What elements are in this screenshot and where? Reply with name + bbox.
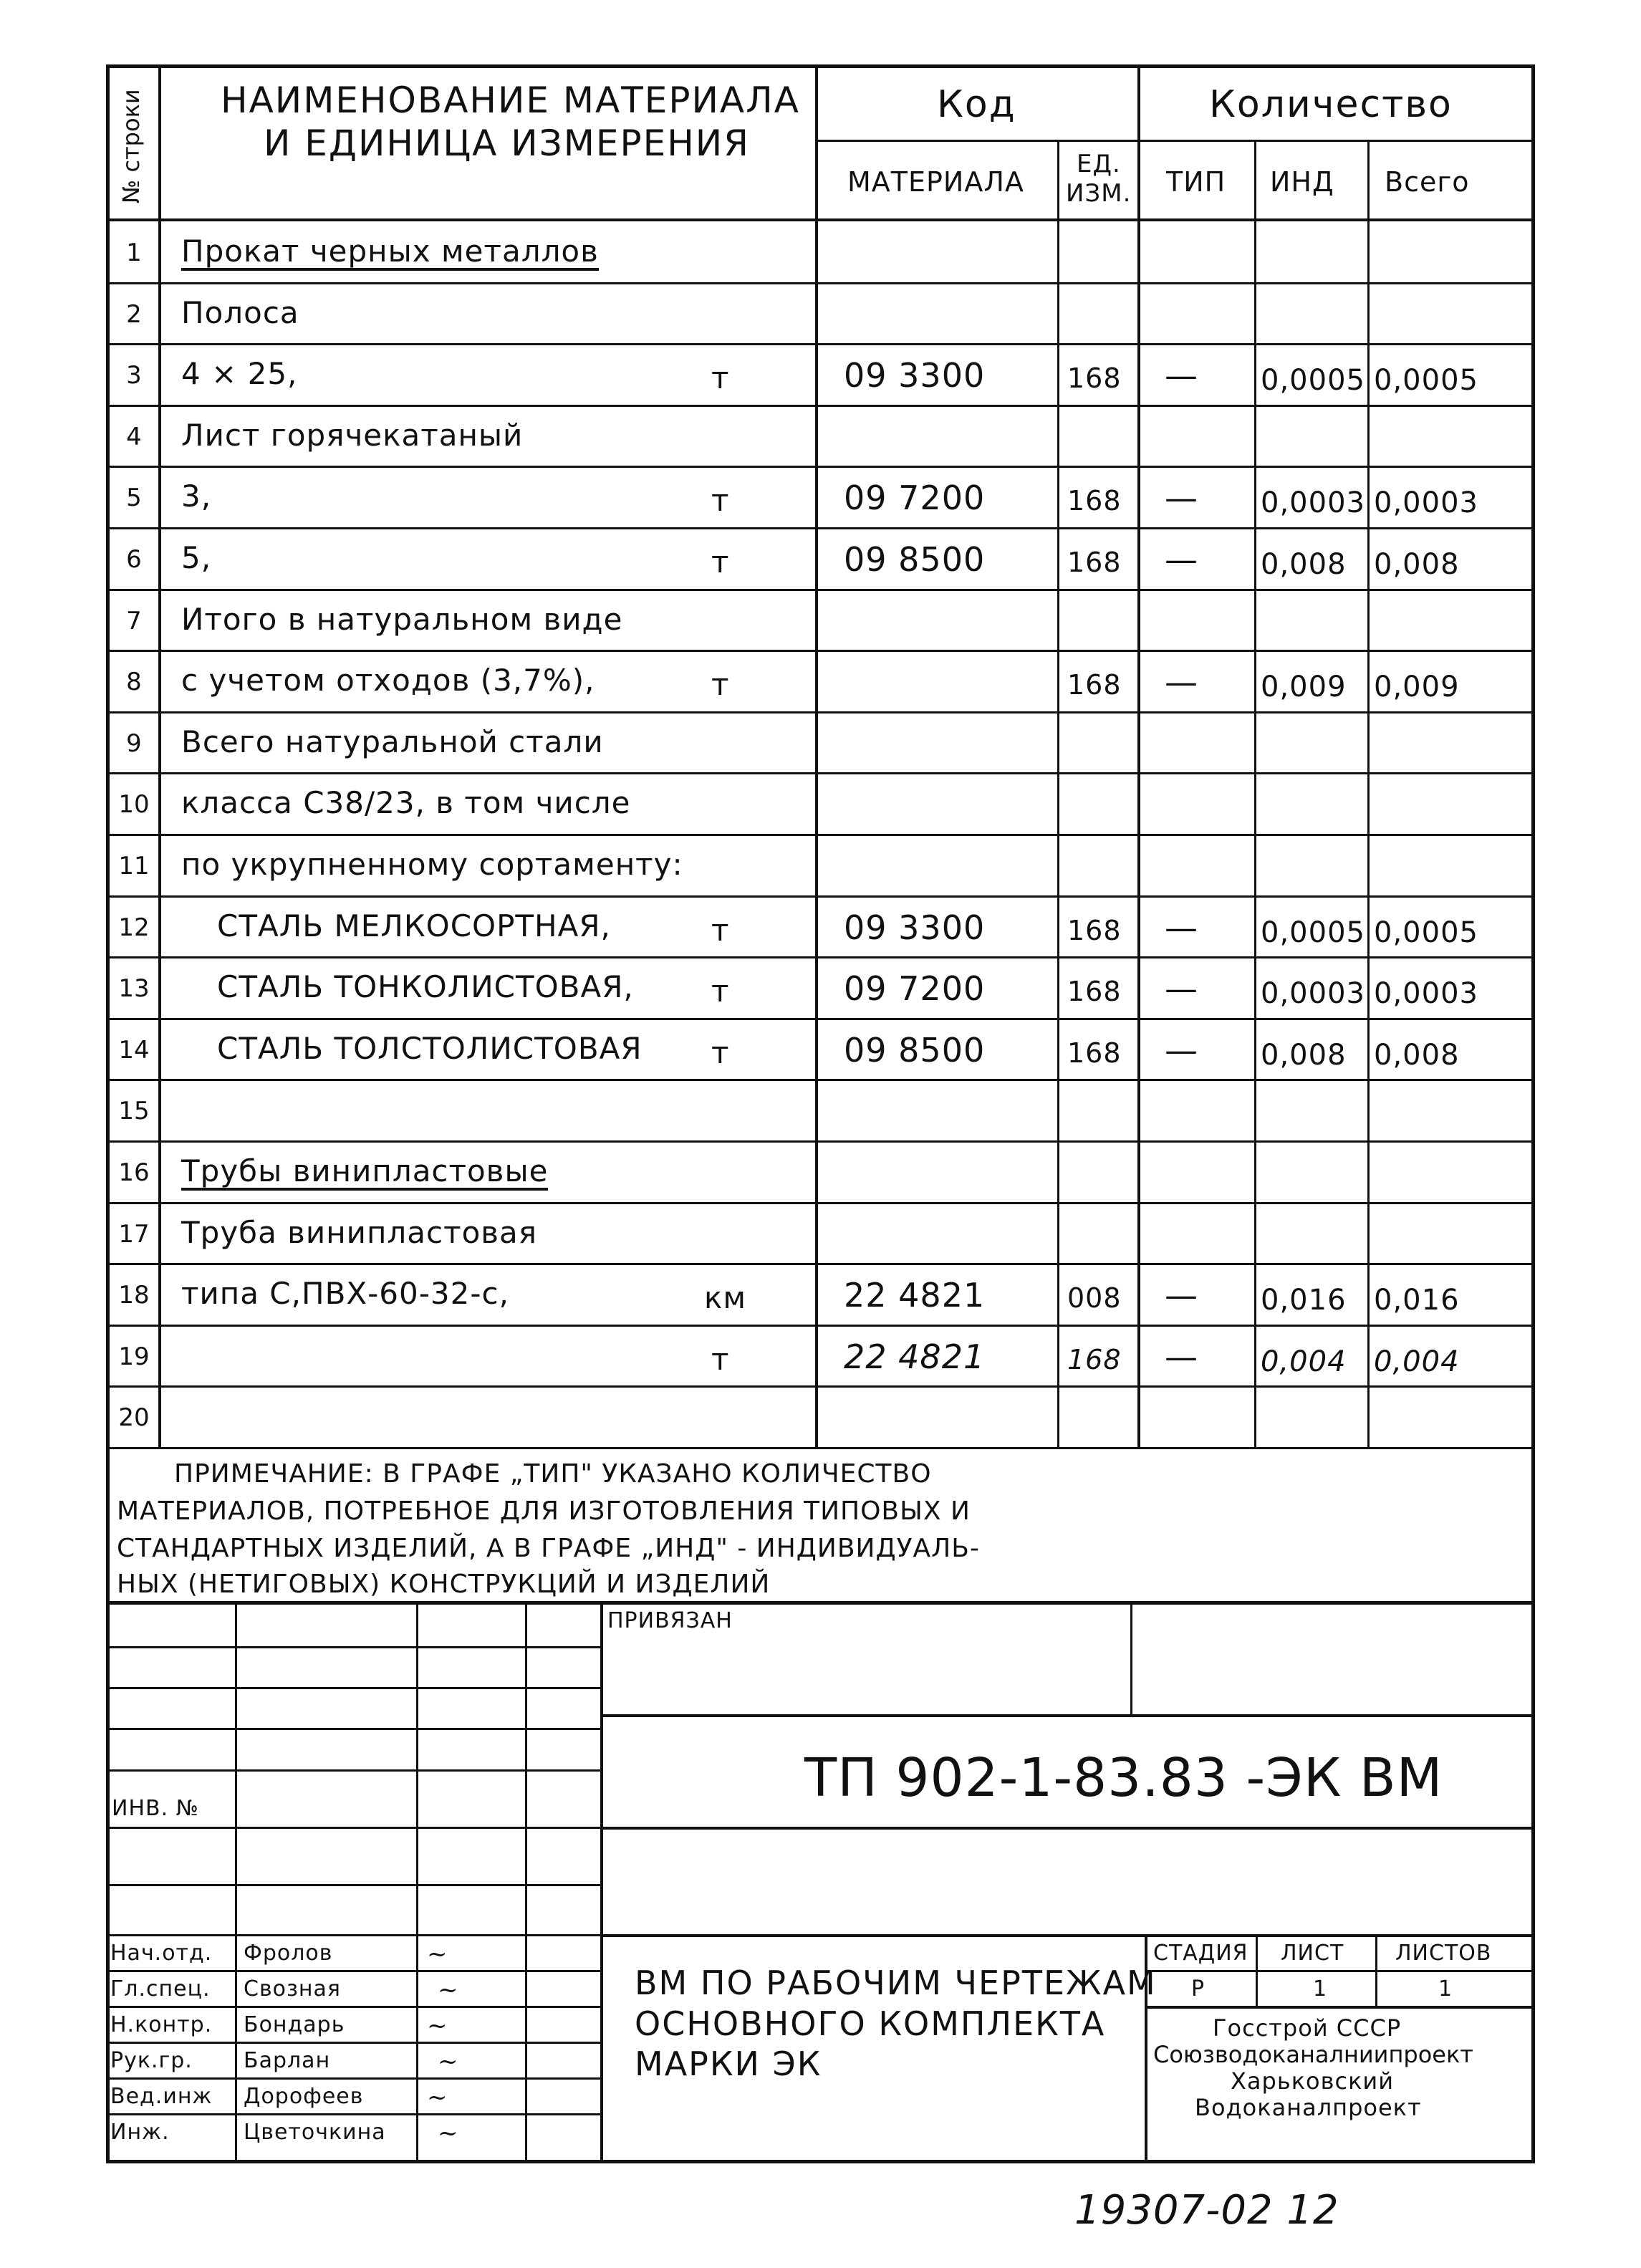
ind-value: 0,016	[1261, 1284, 1347, 1317]
row-no-header: № строки	[117, 89, 145, 203]
org-line-2: Союзводоканалниипроект	[1153, 2041, 1473, 2068]
stamp-row-line	[106, 1827, 602, 1829]
code-header: Код	[937, 83, 1016, 126]
signature-role: Н.контр.	[110, 2012, 213, 2037]
blank-bottom	[600, 1934, 1535, 1937]
org-line-3: Харьковский	[1231, 2067, 1394, 2095]
sheet-label: ЛИСТ	[1281, 1941, 1344, 1966]
unit-code: 168	[1067, 1344, 1122, 1375]
stamp-row-line	[106, 2006, 602, 2008]
note-line-1: ПРИМЕЧАНИЕ: В ГРАФЕ „ТИП" УКАЗАНО КОЛИЧЕСТВО	[174, 1459, 932, 1489]
row-line	[106, 956, 1535, 958]
ind-value: 0,004	[1261, 1345, 1347, 1378]
sheets-label: ЛИСТОВ	[1395, 1941, 1492, 1966]
type-value: —	[1165, 663, 1198, 701]
material-name: Всего натуральной стали	[181, 724, 604, 759]
stamp-row-line	[106, 1970, 602, 1972]
col-line-unitcode	[1057, 140, 1059, 1447]
material-code: 22 4821	[844, 1276, 986, 1315]
material-name: 4 × 25,	[181, 356, 298, 391]
row-number: 10	[118, 790, 150, 819]
org-line-4: Водоканалпроект	[1195, 2094, 1422, 2121]
document-code: ТП 902-1-83.83 -ЭК ВМ	[804, 1747, 1443, 1809]
name-header-line2: И ЕДИНИЦА ИЗМЕРЕНИЯ	[264, 122, 750, 164]
unit-code: 008	[1067, 1282, 1122, 1314]
signature-name: Дорофеев	[244, 2084, 364, 2109]
total-value: 0,016	[1374, 1284, 1460, 1317]
signature-mark: ~	[427, 2012, 448, 2040]
col-line-ind	[1254, 140, 1256, 1447]
col-line-total	[1367, 140, 1370, 1447]
row-line	[106, 589, 1535, 591]
note-line-2: МАТЕРИАЛОВ, ПОТРЕБНОЕ ДЛЯ ИЗГОТОВЛЕНИЯ ТИПОВЫХ И	[117, 1496, 971, 1526]
stamp-row-line	[106, 1646, 602, 1648]
signature-role: Инж.	[110, 2120, 170, 2145]
stamp-row-line	[106, 1769, 602, 1772]
type-value: —	[1165, 969, 1198, 1008]
inv-no-label: ИНВ. №	[112, 1796, 199, 1821]
type-col-header: ТИП	[1166, 166, 1226, 198]
type-value: —	[1165, 540, 1198, 579]
stamp-row-line	[106, 1934, 602, 1936]
row-line	[106, 527, 1535, 529]
header-sub-line	[815, 140, 1535, 142]
row-number: 1	[126, 239, 142, 267]
row-line	[106, 1140, 1535, 1143]
signature-mark: ~	[438, 2047, 458, 2076]
ind-value: 0,0005	[1261, 364, 1365, 397]
total-col-header: Всего	[1385, 166, 1470, 198]
type-value: —	[1165, 1337, 1198, 1376]
stamp-row-line	[106, 2042, 602, 2044]
unit-code: 168	[1067, 485, 1122, 516]
signature-mark: ~	[427, 1940, 448, 1969]
material-name: СТАЛЬ ТОНКОЛИСТОВАЯ,	[217, 969, 634, 1004]
unit-col-header-1: ЕД.	[1077, 150, 1121, 178]
signature-role: Вед.инж	[110, 2084, 213, 2109]
unit-of-measure: т	[711, 544, 730, 580]
note-line-3: СТАНДАРТНЫХ ИЗДЕЛИЙ, А В ГРАФЕ „ИНД" - ИНДИВИДУАЛЬ-	[117, 1534, 980, 1563]
signature-role: Нач.отд.	[110, 1941, 213, 1966]
ind-col-header: ИНД	[1270, 166, 1334, 198]
unit-of-measure: км	[704, 1280, 747, 1315]
row-line	[106, 343, 1535, 345]
material-name: Итого в натуральном виде	[181, 602, 623, 637]
row-line	[106, 405, 1535, 407]
col-line-type	[1137, 64, 1140, 1447]
row-line	[106, 1079, 1535, 1081]
stage-header-bottom	[1145, 1970, 1535, 1972]
title-line-2: ОСНОВНОГО КОМПЛЕКТА	[635, 2004, 1106, 2043]
signature-mark: ~	[438, 2119, 458, 2148]
row-line	[106, 1325, 1535, 1327]
unit-of-measure: т	[711, 1035, 730, 1070]
material-name: 5,	[181, 540, 212, 575]
row-number: 4	[126, 423, 142, 451]
material-col-header: МАТЕРИАЛА	[847, 166, 1024, 198]
row-number: 8	[126, 668, 142, 696]
material-code: 09 8500	[844, 1031, 986, 1070]
row-line	[106, 466, 1535, 468]
sheet-value: 1	[1313, 1976, 1328, 2002]
row-number: 15	[118, 1097, 150, 1125]
unit-code: 168	[1067, 669, 1122, 701]
material-name: с учетом отходов (3,7%),	[181, 663, 595, 698]
stage-value: Р	[1191, 1976, 1206, 2002]
row-number: 19	[118, 1342, 150, 1371]
total-value: 0,0003	[1374, 486, 1478, 519]
footer-number: 19307-02 12	[1074, 2187, 1339, 2234]
row-number: 13	[118, 974, 150, 1003]
privyazan-label: ПРИВЯЗАН	[607, 1608, 733, 1633]
material-name: СТАЛЬ МЕЛКОСОРТНАЯ,	[217, 908, 611, 943]
material-name: типа С,ПВХ-60-32-с,	[181, 1276, 509, 1311]
unit-of-measure: т	[711, 667, 730, 702]
unit-code: 168	[1067, 976, 1122, 1007]
ind-value: 0,0005	[1261, 916, 1365, 949]
document-sheet	[106, 64, 1539, 2163]
note-line-4: НЫХ (НЕТИГОВЫХ) КОНСТРУКЦИЙ И ИЗДЕЛИЙ	[117, 1570, 771, 1599]
row-line	[106, 1385, 1535, 1388]
type-value: —	[1165, 479, 1198, 517]
material-code: 09 3300	[844, 356, 986, 395]
row-line	[106, 282, 1535, 284]
name-header-line1: НАИМЕНОВАНИЕ МАТЕРИАЛА	[221, 80, 800, 121]
unit-of-measure: т	[711, 913, 730, 948]
row-line	[106, 1263, 1535, 1265]
row-number: 20	[118, 1403, 150, 1432]
stamp-row-line	[106, 1728, 602, 1730]
total-value: 0,0003	[1374, 977, 1478, 1010]
row-line	[106, 1018, 1535, 1020]
material-name: Труба винипластовая	[181, 1215, 538, 1250]
ind-value: 0,0003	[1261, 977, 1365, 1010]
quantity-header: Количество	[1209, 83, 1453, 126]
signature-role: Гл.спец.	[110, 1976, 211, 2002]
total-value: 0,004	[1374, 1345, 1460, 1378]
material-name: 3,	[181, 479, 212, 514]
ind-value: 0,0003	[1261, 486, 1365, 519]
privyazan-bottom	[600, 1714, 1535, 1717]
signature-name: Свозная	[244, 1976, 341, 2002]
row-number: 7	[126, 607, 142, 635]
code-bottom	[600, 1827, 1535, 1830]
row-line	[106, 711, 1535, 713]
row-line	[106, 650, 1535, 652]
signature-name: Бондарь	[244, 2012, 345, 2037]
type-value: —	[1165, 1276, 1198, 1315]
signature-name: Цветочкина	[244, 2120, 386, 2145]
material-name: Прокат черных металлов	[181, 236, 599, 271]
unit-of-measure: т	[711, 360, 730, 395]
row-number: 9	[126, 729, 142, 758]
row-number: 18	[118, 1281, 150, 1310]
unit-of-measure: т	[711, 483, 730, 518]
row-number: 16	[118, 1158, 150, 1187]
ind-value: 0,009	[1261, 671, 1347, 703]
title-line-1: ВМ ПО РАБОЧИМ ЧЕРТЕЖАМ	[635, 1964, 1157, 2002]
col-line-code	[815, 64, 818, 1447]
stamp-row-line	[106, 2113, 602, 2115]
row-number: 11	[118, 852, 150, 880]
signature-role: Рук.гр.	[110, 2048, 193, 2073]
header-bottom-line	[106, 218, 1535, 221]
stage-values-bottom	[1145, 2006, 1535, 2009]
row-number: 5	[126, 484, 142, 512]
ind-value: 0,008	[1261, 548, 1347, 581]
material-code: 09 7200	[844, 479, 986, 517]
row-number: 14	[118, 1036, 150, 1065]
row-line	[106, 895, 1535, 898]
row-number: 3	[126, 361, 142, 390]
stamp-row-line	[106, 1884, 602, 1886]
signature-mark: ~	[427, 2083, 448, 2112]
total-value: 0,008	[1374, 1039, 1460, 1072]
org-line-1: Госстрой СССР	[1213, 2014, 1402, 2042]
row-line	[106, 772, 1535, 774]
unit-code: 168	[1067, 362, 1122, 394]
row-number: 12	[118, 913, 150, 942]
material-code: 09 3300	[844, 908, 986, 947]
total-value: 0,008	[1374, 548, 1460, 581]
material-name: Лист горячекатаный	[181, 418, 524, 453]
total-value: 0,0005	[1374, 364, 1478, 397]
row-line	[106, 1447, 1535, 1449]
stamp-row-line	[106, 2077, 602, 2080]
row-number: 17	[118, 1220, 150, 1249]
signature-name: Барлан	[244, 2048, 331, 2073]
unit-code: 168	[1067, 915, 1122, 946]
material-name: по укрупненному сортаменту:	[181, 847, 683, 882]
frame-bottom	[106, 2160, 1535, 2163]
title-line-3: МАРКИ ЭК	[635, 2044, 822, 2083]
unit-code: 168	[1067, 547, 1122, 578]
type-value: —	[1165, 908, 1198, 947]
privyazan-divider	[1130, 1601, 1132, 1716]
type-value: —	[1165, 356, 1198, 395]
stage-label: СТАДИЯ	[1153, 1941, 1248, 1966]
total-value: 0,0005	[1374, 916, 1478, 949]
signature-name: Фролов	[244, 1941, 333, 1966]
material-code: 22 4821	[844, 1337, 986, 1376]
sheets-value: 1	[1438, 1976, 1453, 2002]
ind-value: 0,008	[1261, 1039, 1347, 1072]
row-line	[106, 834, 1535, 836]
material-name: Полоса	[181, 295, 299, 330]
material-name: СТАЛЬ ТОЛСТОЛИСТОВАЯ	[217, 1031, 643, 1066]
signature-mark: ~	[438, 1976, 458, 2004]
stage-div-2	[1375, 1934, 1377, 2006]
frame-top	[106, 64, 1535, 68]
frame-right	[1531, 64, 1535, 2163]
material-code: 09 7200	[844, 969, 986, 1008]
type-value: —	[1165, 1031, 1198, 1070]
unit-of-measure: т	[711, 974, 730, 1009]
row-number: 2	[126, 300, 142, 329]
stage-div-1	[1256, 1934, 1258, 2006]
material-name: Трубы винипластовые	[181, 1156, 548, 1191]
total-value: 0,009	[1374, 671, 1460, 703]
material-name: класса С38/23, в том числе	[181, 785, 631, 820]
unit-of-measure: т	[711, 1342, 730, 1377]
stamp-top-line	[106, 1601, 1535, 1605]
material-code: 09 8500	[844, 540, 986, 579]
row-line	[106, 1202, 1535, 1204]
unit-code: 168	[1067, 1037, 1122, 1069]
row-number: 6	[126, 545, 142, 574]
unit-col-header-2: ИЗМ.	[1066, 179, 1132, 208]
stamp-row-line	[106, 1687, 602, 1689]
